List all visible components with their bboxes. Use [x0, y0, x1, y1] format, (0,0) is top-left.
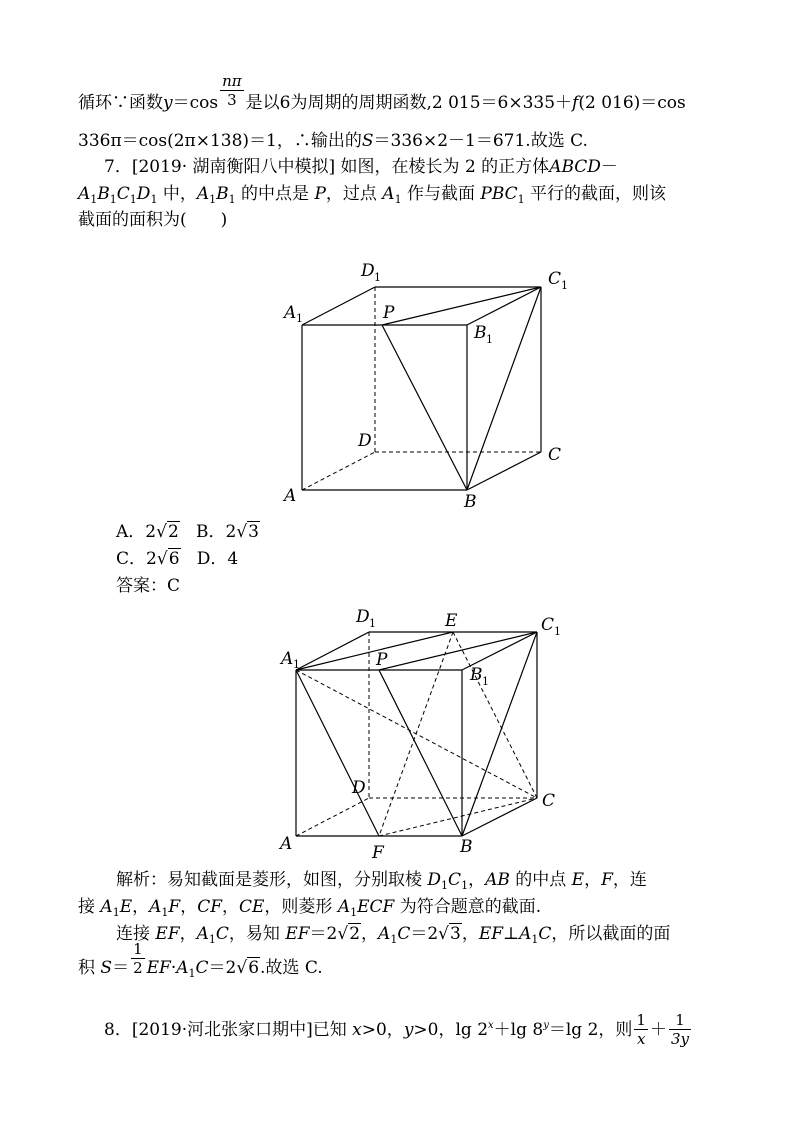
fraction-1-over-x: $\frac{1}{x}$	[636, 1011, 646, 1048]
solution-line-4: 积 S＝ $\frac{1}{2}$ $EF\cdot A_1C=2√6$.故选 C.	[78, 940, 323, 980]
choice-a[interactable]: A．2√2	[116, 522, 179, 542]
label-p: P	[376, 650, 388, 670]
hidden-edge-a-d	[302, 452, 375, 490]
label-f: F	[372, 843, 384, 863]
choices-row-2	[116, 549, 238, 569]
svg-text:1: 1	[374, 271, 381, 284]
fraction-one-half: $\frac{1}{2}$	[133, 940, 143, 977]
solution-prev-line-2: 336π＝cos(2π×138)＝1，∴输出的S＝336×2－1＝671.故选 C.	[78, 131, 588, 151]
label-c: C	[548, 445, 562, 465]
label-a: A	[284, 486, 297, 506]
edge-p-b	[382, 325, 467, 490]
svg-text:1: 1	[369, 617, 376, 630]
choice-c[interactable]: C．2√6	[116, 549, 180, 569]
choice-d[interactable]: D．4	[196, 549, 239, 569]
label-a1: A	[281, 649, 294, 669]
label-p: P	[383, 303, 395, 323]
label-e: E	[445, 611, 458, 631]
edge-p-c1	[382, 287, 541, 325]
label-b: B	[464, 492, 477, 512]
edge-b-c	[467, 452, 541, 490]
fraction-1-over-3y: $\frac{1}{3y}$	[670, 1011, 689, 1048]
edge-a1-d1	[302, 287, 375, 325]
question-8-line-1: 8．[2019·河北张家口期中]已知 x>0，y>0，$\lg 2^x+\lg$ $8^y=\lg$ 2，则 $\frac{1}{x}$ ＋ $\frac{1}{3y}$	[104, 1011, 689, 1048]
label-a: A	[280, 834, 293, 854]
label-c1: C	[548, 269, 562, 289]
label-d: D	[358, 431, 372, 451]
choice-b[interactable]: B．2√3	[196, 522, 259, 542]
label-d1: D	[356, 607, 370, 627]
solution-line-2: 接 $A_1E$，$A_1F$，CF，CE，则菱形 $A_1ECF$ 为符合题意的截面.	[78, 897, 542, 919]
label-d: D	[352, 778, 366, 798]
label-a1: A	[284, 303, 297, 323]
svg-text:1: 1	[486, 333, 493, 346]
fraction-n-pi-over-3: $\frac{n\pi}{3}$	[222, 72, 242, 109]
question-7-line-3: 截面的面积为( )	[78, 210, 228, 230]
svg-text:1: 1	[554, 625, 561, 638]
svg-text:1: 1	[293, 658, 300, 671]
label-d1: D	[361, 261, 375, 281]
label-b1: B	[470, 665, 483, 685]
label-c: C	[542, 791, 556, 811]
edge-b-c1	[467, 287, 541, 490]
solution-line-1: 解析：易知截面是菱形，如图，分别取棱 $D_1C_1$，AB 的中点 E，F，连	[116, 870, 647, 892]
svg-text:1: 1	[296, 312, 303, 325]
svg-text:1: 1	[482, 675, 489, 688]
label-b: B	[460, 837, 473, 857]
solution-line-3: 连接 EF，$A_1C$，易知 EF＝2√2，$A_1C=2√3$，$EF\perp A_1C$，所以截面的面	[116, 924, 671, 946]
question-7-line-1: 7．[2019· 湖南衡阳八中模拟] 如图，在棱长为 2 的正方体ABCD－	[104, 157, 618, 177]
edge-b1-c1	[467, 287, 541, 325]
choices-row-1	[116, 522, 260, 542]
answer-line: 答案：C	[116, 576, 181, 596]
label-b1: B	[474, 323, 487, 343]
solution-prev-line-1: 循环∵函数y＝cos $\frac{n\pi}{3}$ 是以6为周期的周期函数,2 015＝6×335＋f(2 016)＝cos	[78, 72, 686, 113]
question-7-line-2: $A_1B_1C_1D_1$ 中，$A_1B_1$ 的中点是 P，过点 $A_1$ 作与截面 $PBC_1$ 平行的截面，则该	[78, 184, 667, 206]
label-c1: C	[541, 615, 555, 635]
svg-text:1: 1	[561, 279, 568, 292]
